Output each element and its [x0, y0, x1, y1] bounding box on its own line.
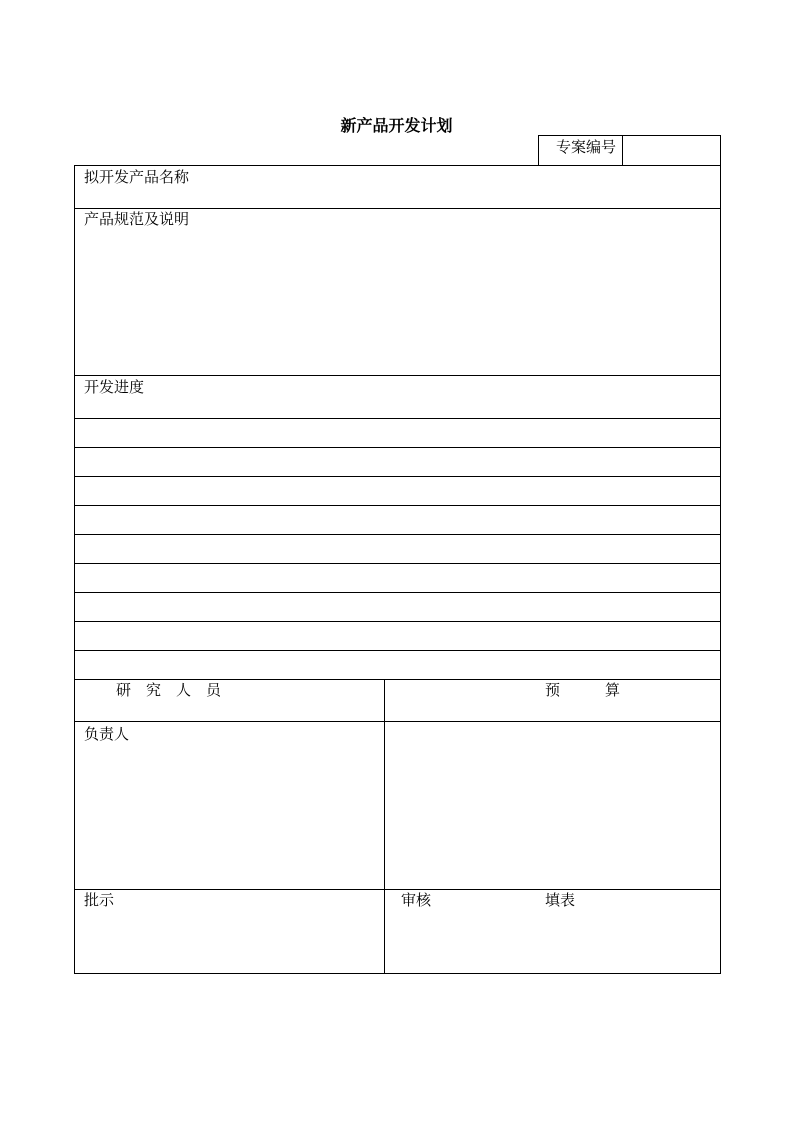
- row-divider: [74, 889, 721, 890]
- schedule-line: [74, 563, 721, 564]
- column-divider: [384, 679, 385, 974]
- form-title: 新产品开发计划: [340, 116, 453, 135]
- project-number-label: 专案编号: [556, 138, 617, 156]
- row-divider: [74, 375, 721, 376]
- budget-header: 预 算: [545, 681, 621, 699]
- schedule-line: [74, 650, 721, 651]
- review-label: 审核: [401, 891, 432, 909]
- researchers-header: 研 究 人 员: [116, 681, 222, 699]
- row-divider: [74, 721, 721, 722]
- row-divider: [74, 418, 721, 419]
- filled-by-label: 填表: [545, 891, 576, 909]
- approval-label: 批示: [84, 891, 115, 909]
- person-in-charge-label: 负责人: [84, 725, 130, 743]
- form-frame: [74, 165, 721, 974]
- schedule-line: [74, 534, 721, 535]
- schedule-line: [74, 447, 721, 448]
- schedule-line: [74, 679, 721, 680]
- project-number-value[interactable]: [630, 138, 715, 156]
- schedule-label: 开发进度: [84, 378, 145, 396]
- product-name-label: 拟开发产品名称: [84, 168, 190, 186]
- row-divider: [74, 208, 721, 209]
- schedule-line: [74, 476, 721, 477]
- schedule-line: [74, 621, 721, 622]
- schedule-line: [74, 505, 721, 506]
- schedule-line: [74, 592, 721, 593]
- project-number-divider: [622, 135, 623, 166]
- product-spec-label: 产品规范及说明: [84, 210, 190, 228]
